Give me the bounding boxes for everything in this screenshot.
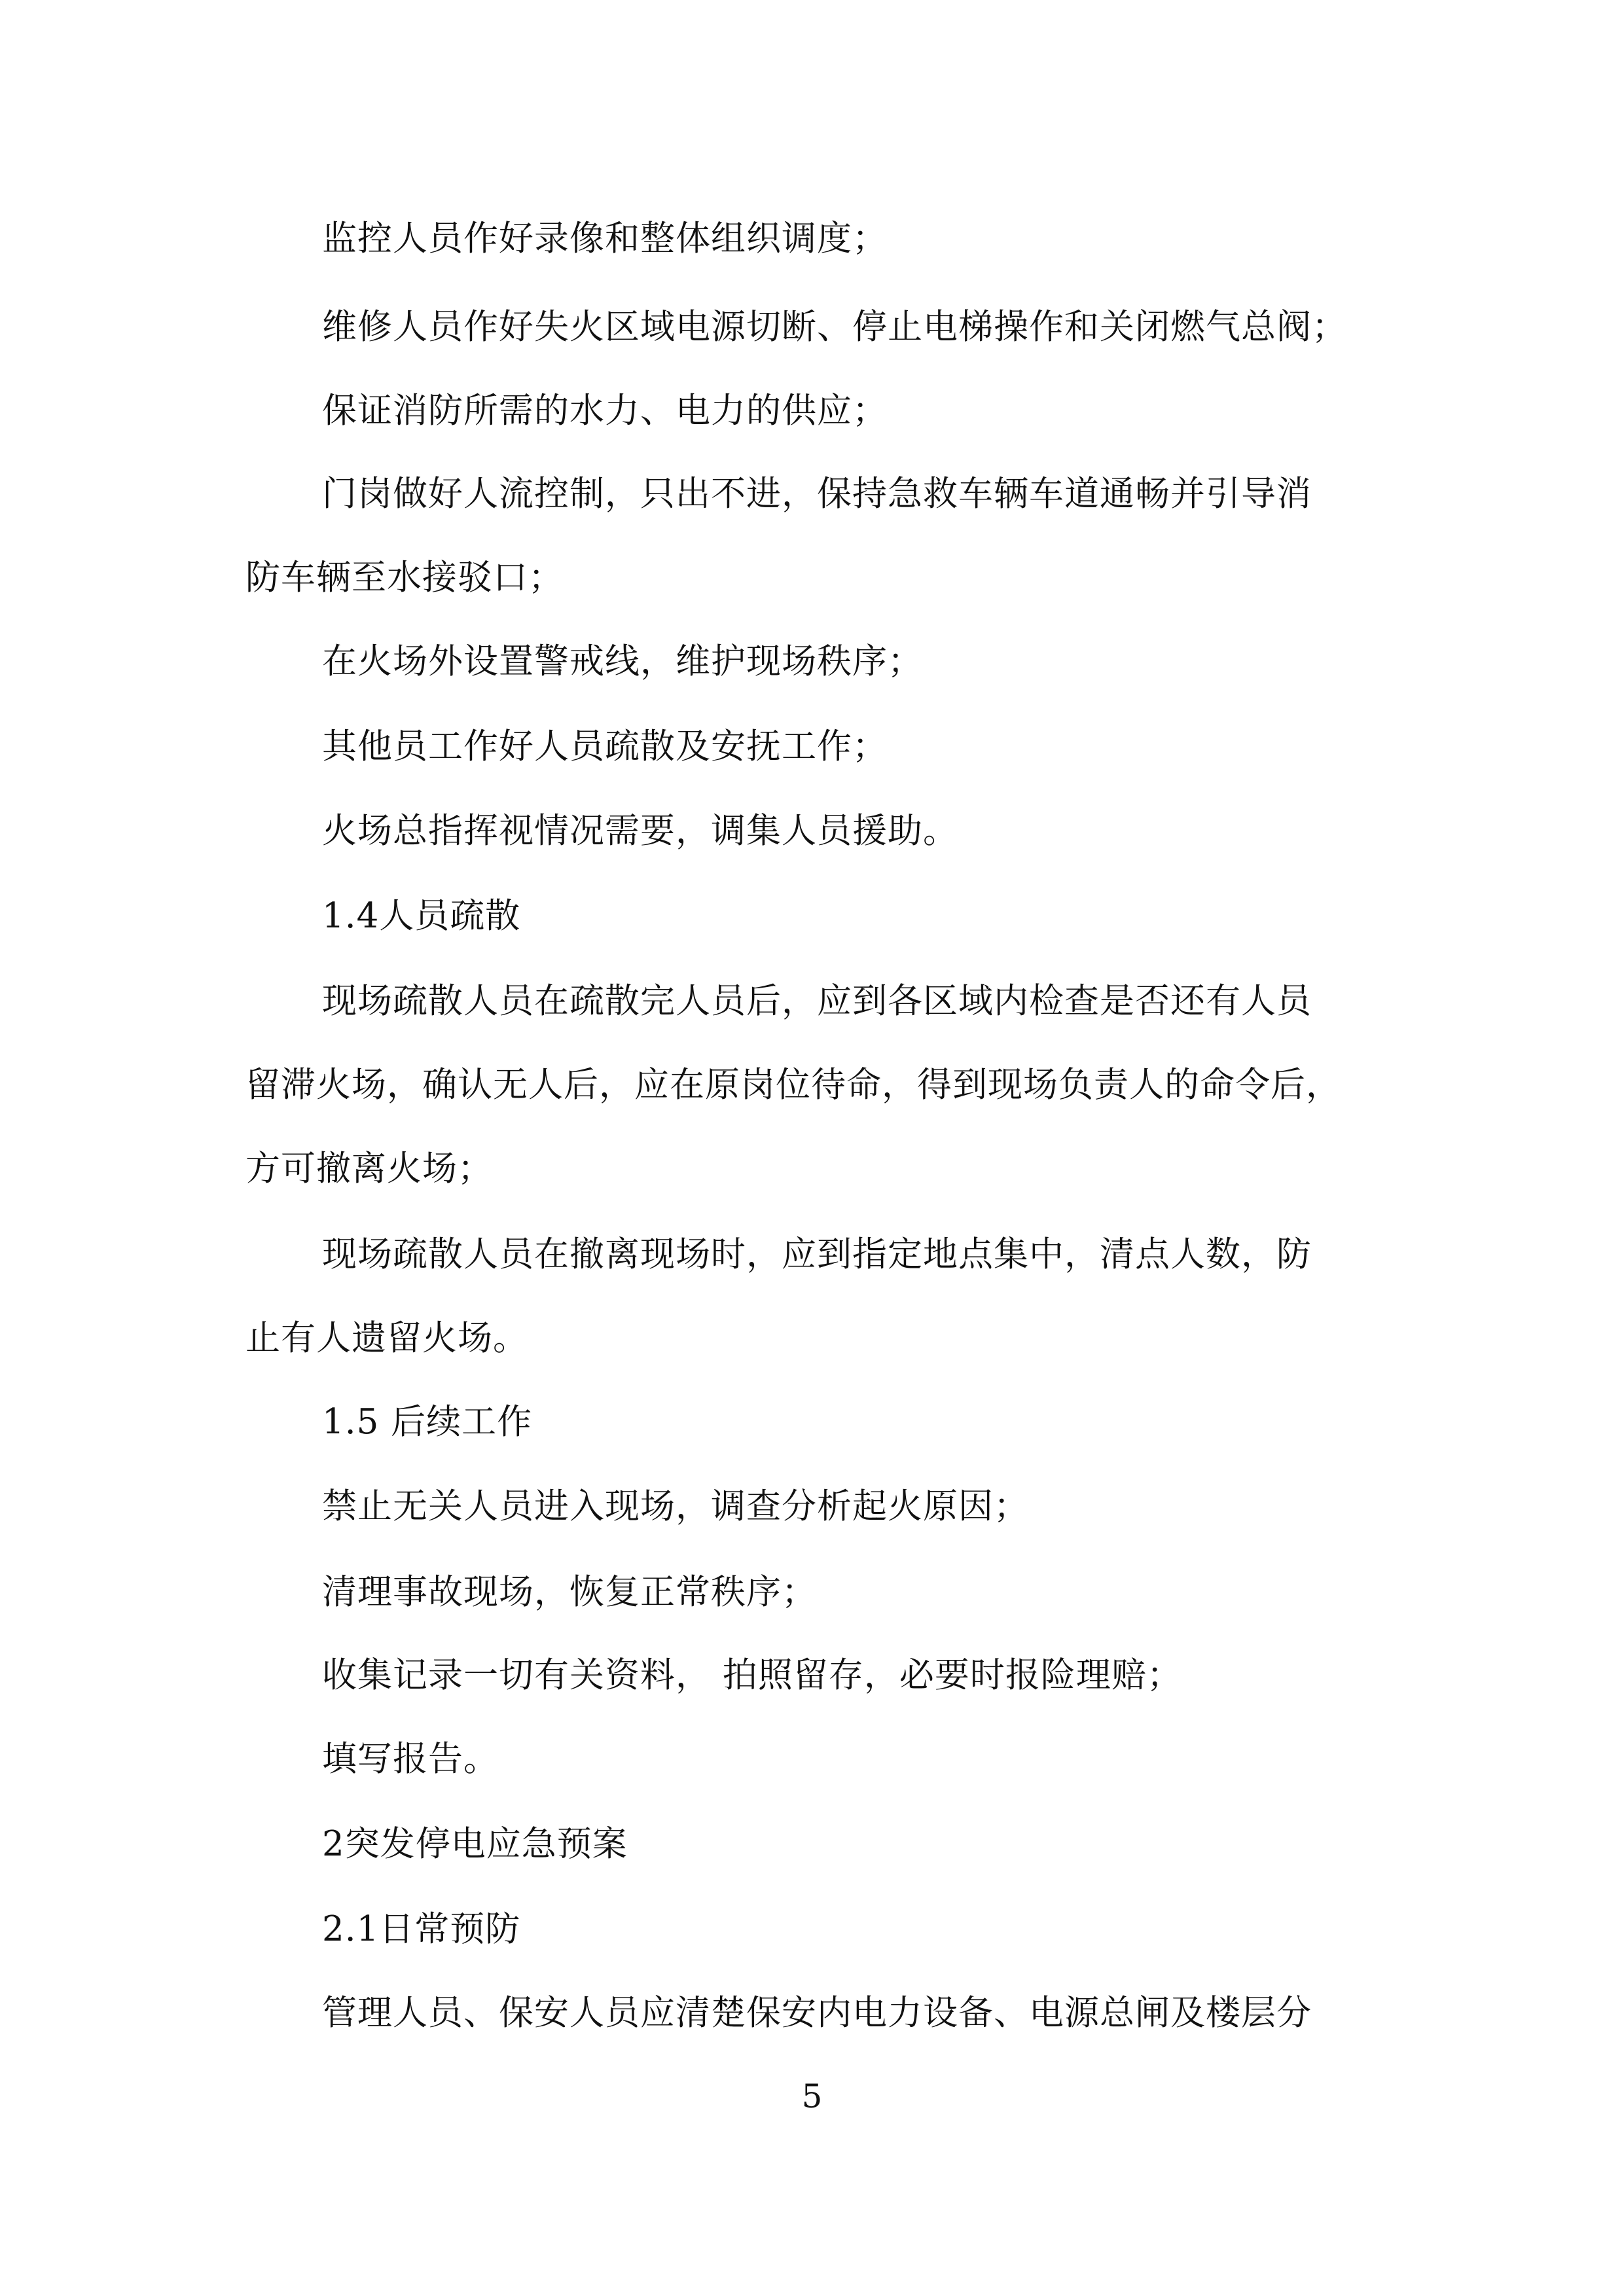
paragraph-line: 防车辆至水接驳口； [245, 558, 564, 598]
page-number: 5 [801, 2077, 823, 2115]
paragraph-line: 保证消防所需的水力、电力的供应； [322, 391, 888, 431]
paragraph-line: 方可撤离火场； [245, 1149, 493, 1189]
paragraph-line: 门岗做好人流控制，只出不进，保持急救车辆车道通畅并引导消 [322, 474, 1312, 514]
section-heading: 1.5 后续工作 [322, 1402, 533, 1442]
paragraph-line: 禁止无关人员进入现场，调查分析起火原因； [322, 1486, 1029, 1526]
section-heading: 2突发停电应急预案 [322, 1824, 628, 1864]
paragraph-line: 现场疏散人员在撤离现场时，应到指定地点集中，清点人数，防 [322, 1234, 1312, 1274]
section-heading: 1.4人员疏散 [322, 896, 521, 936]
paragraph-line: 管理人员、保安人员应清楚保安内电力设备、电源总闸及楼层分 [322, 1993, 1312, 2033]
paragraph-line: 填写报告。 [322, 1739, 499, 1779]
paragraph-line: 监控人员作好录像和整体组织调度； [322, 219, 888, 259]
paragraph-line: 火场总指挥视情况需要，调集人员援助。 [322, 811, 958, 851]
paragraph-line: 现场疏散人员在疏散完人员后，应到各区域内检查是否还有人员 [322, 981, 1312, 1021]
paragraph-line: 在火场外设置警戒线，维护现场秩序； [322, 641, 923, 681]
paragraph-line: 收集记录一切有关资料， 拍照留存，必要时报险理赔； [322, 1655, 1182, 1695]
section-heading: 2.1日常预防 [322, 1909, 521, 1949]
paragraph-line: 其他员工作好人员疏散及安抚工作； [322, 726, 888, 766]
paragraph-line: 止有人遗留火场。 [245, 1318, 528, 1358]
paragraph-line: 维修人员作好失火区域电源切断、停止电梯操作和关闭燃气总阀； [322, 307, 1347, 347]
paragraph-line: 留滞火场，确认无人后，应在原岗位待命，得到现场负责人的命令后， [245, 1065, 1341, 1105]
paragraph-line: 清理事故现场，恢复正常秩序； [322, 1572, 817, 1612]
